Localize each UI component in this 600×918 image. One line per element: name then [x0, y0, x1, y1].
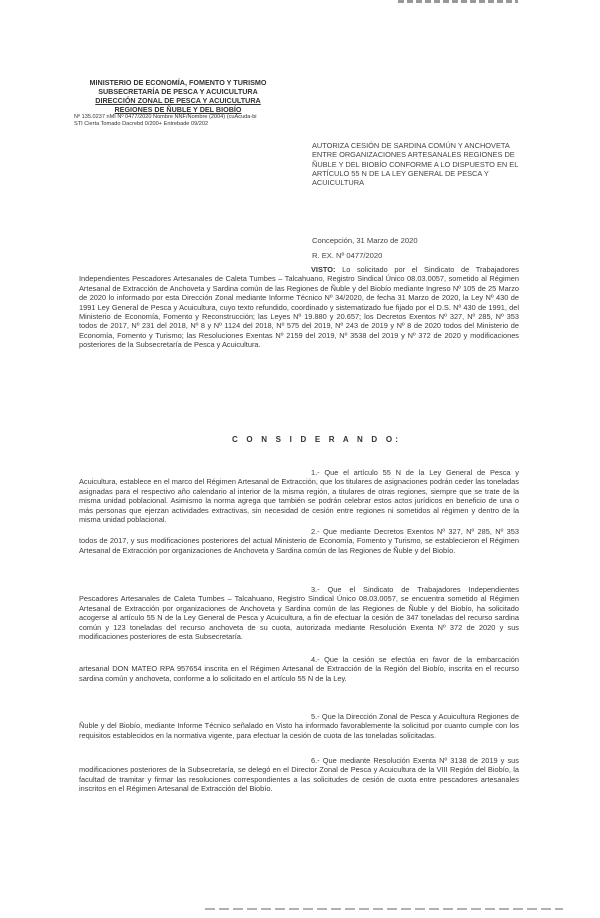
considerando-4: 4.- Que la cesión se efectúa en favor de la embarcación artesanal DON MATEO RPA 957654 inscrita en el Régimen Artesanal de Extracción de la Región del Biobío, inscrita en el recurso sardina común y anchoveta, conforme a lo solicitado en el artículo 55 N de la Ley. — [79, 655, 519, 683]
resolution-date: Concepción, 31 Marzo de 2020 — [312, 236, 418, 245]
header-ref-line-2: STI Cierta Tomado Dacrebd 0/200+ Entrebade 09/202 — [74, 121, 209, 127]
visto-label: VISTO: — [311, 265, 336, 274]
considerando-1: 1.- Que el artículo 55 N de la Ley General de Pesca y Acuicultura, establece en el marco del Régimen Artesanal de Extracción, que los titulares de asignaciones podrán ceder las toneladas asignadas para el respectivo año calendario al interior de la misma región, a titulares de otras regiones, siempre que se trate de la misma unidad poblacional. Asimismo la norma agrega que también se podrán celebrar estos actos jurídicos en beneficio de una o más personas que ejerzan actividades extractivas, sin necesidad de cesión entre regiones ni sometidos al régimen y dentro de la misma unidad poblacional. — [79, 468, 519, 525]
bottom-scan-artifact — [205, 908, 563, 910]
institution-header — [74, 78, 278, 128]
visto-text: Lo solicitado por el Sindicato de Trabajadores Independientes Pescadores Artesanales de Caleta Tumbes – Talcahuano, Registro Sindical Único 08.03.0057, sometido al Régimen Artesanal de Extracción de Anchoveta y Sardina común de las Regiones de Ñuble y del Biobío mediante Ingreso Nº 105 de 25 Marzo de 2020 lo informado por esta Dirección Zonal mediante Informe Técnico Nº 34/2020, de fecha 31 Marzo de 2020, la Ley Nº 430 de 1991 Ley General de Pesca y Acuicultura, cuyo texto refundido, coordinado y sistematizado fue fijado por el D.S. Nº 430 de 1991, del Ministerio de Economía, Fomento y Reconstrucción; las Leyes Nº 19.880 y 20.657; los Decretos Exentos Nº 327, Nº 285, Nº 353 todos de 2017, Nº 231 del 2018, Nº 8 y Nº 1124 del 2018, Nº 575 del 2019, Nº 243 de 2019 y Nº 8 de 2020 todos del Ministerio de Economía, Fomento y Turismo; las Resoluciones Exentas Nº 2159 del 2019, Nº 3538 del 2019 y Nº 372 de 2020 y modificaciones posteriores de la Subsecretaría de Pesca y Acuicultura. — [79, 265, 519, 350]
considerando-3: 3.- Que el Sindicato de Trabajadores Independientes Pescadores Artesanales de Caleta Tumbes – Talcahuano, Registro Sindical Único 08.03.0057, se encuentra sometido al Régimen Artesanal de Extracción por organizaciones de Anchoveta y Sardina común de las Regiones de Ñuble y del Biobío, ha solicitado acogerse al artículo 55 N de la Ley General de Pesca y Acuicultura, a fin de efectuar la cesión de 347 toneladas del recurso sardina común y 123 toneladas del recurso anchoveta de su cuota, autorizada mediante Resolución Exenta Nº 372 de 2020 y sus modificaciones posteriores de esta Subsecretaría. — [79, 585, 519, 642]
resolution-number: R. EX. Nº 0477/2020 — [312, 251, 383, 260]
visto-paragraph — [79, 265, 519, 350]
top-scan-artifact — [398, 0, 518, 3]
header-regiones: REGIONES DE ÑUBLE Y DEL BIOBÍO — [114, 105, 242, 114]
header-ref-line-1: Nº 135.0237 nMI Nº 0477/2020 Nombre NNF/Nombre (2004) (cuAcuda-bi — [74, 114, 257, 120]
considerando-5: 5.- Que la Dirección Zonal de Pesca y Acuicultura Regiones de Ñuble y del Biobío, mediante Informe Técnico señalado en Visto ha informado favorablemente la solicitud por cuanto cumple con los requisitos establecidos en la normativa vigente, para efectuar la cesión de cuota de las toneladas solicitadas. — [79, 712, 519, 740]
considerando-heading: C O N S I D E R A N D O: — [232, 435, 402, 444]
header-direccion: DIRECCIÓN ZONAL DE PESCA Y ACUICULTURA — [95, 96, 261, 105]
resolution-subject: AUTORIZA CESIÓN DE SARDINA COMÚN Y ANCHOVETA ENTRE ORGANIZACIONES ARTESANALES REGIONES DE ÑUBLE Y DEL BIOBÍO CONFORME A LO DISPUESTO EN EL ARTÍCULO 55 N DE LA LEY GENERAL DE PESCA Y ACUICULTURA — [312, 141, 519, 188]
considerando-2: 2.- Que mediante Decretos Exentos Nº 327, Nº 285, Nº 353 todos de 2017, y sus modificaciones posteriores del actual Ministerio de Economía, Fomento y Turismo, se establecieron el Régimen Artesanal de Extracción por organizaciones de Anchoveta y Sardina común de las Regiones de Ñuble y del Biobío. — [79, 527, 519, 555]
header-ministry: MINISTERIO DE ECONOMÍA, FOMENTO Y TURISMO — [89, 78, 267, 87]
considerando-6: 6.- Que mediante Resolución Exenta Nº 3138 de 2019 y sus modificaciones posteriores de la Subsecretaría, se delegó en el Director Zonal de Pesca y Acuicultura de la VIII Región del Biobío, la facultad de tramitar y firmar las resoluciones correspondientes a las solicitudes de cesión de cuota entre pescadores artesanales inscritos en el Régimen Artesanal de Extracción del Biobío. — [79, 756, 519, 794]
header-subsecretaria: SUBSECRETARÍA DE PESCA Y ACUICULTURA — [98, 87, 258, 96]
